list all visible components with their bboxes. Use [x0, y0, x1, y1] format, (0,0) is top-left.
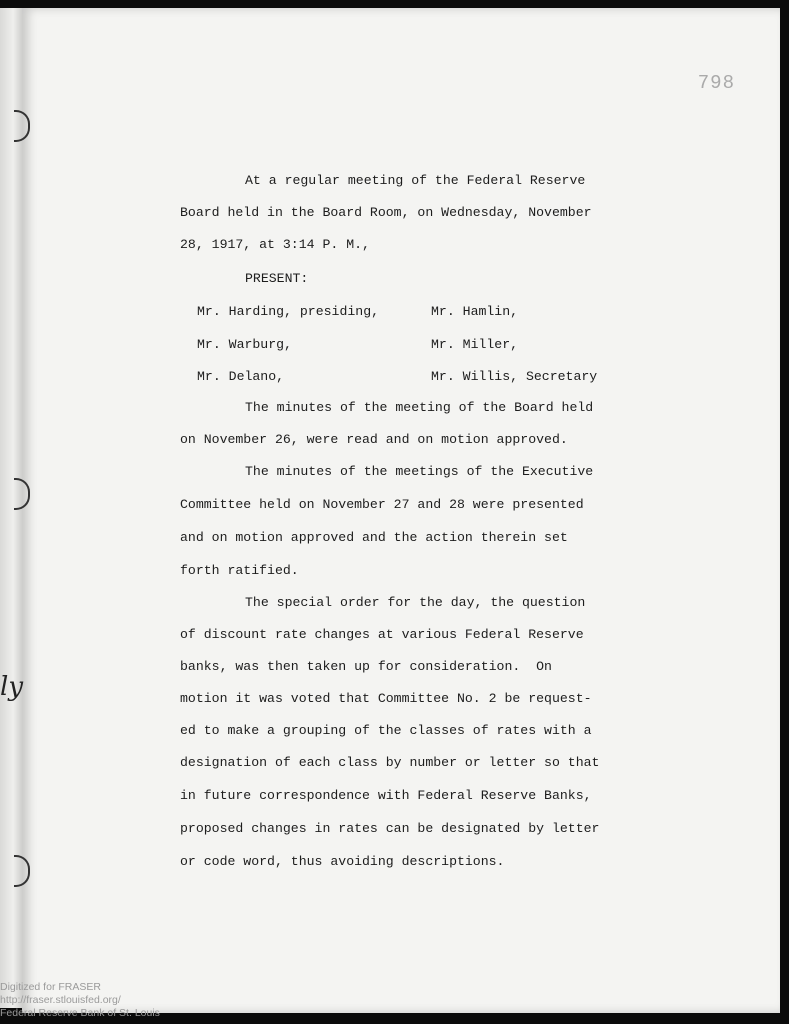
fraser-watermark [0, 981, 160, 1020]
paragraph-4-line: in future correspondence with Federal Reserve Banks, [180, 788, 592, 803]
paragraph-1-line: At a regular meeting of the Federal Reserve [245, 173, 586, 188]
paragraph-3-line: The minutes of the meetings of the Executive [245, 464, 594, 479]
paragraph-3-line: forth ratified. [180, 563, 299, 578]
paragraph-1-line: Board held in the Board Room, on Wednesday, November [180, 205, 592, 220]
attendee-right: Mr. Hamlin, [431, 304, 519, 319]
watermark-line: http://fraser.stlouisfed.org/ [0, 994, 121, 1006]
paragraph-3-line: Committee held on November 27 and 28 were presented [180, 497, 584, 512]
attendee-right: Mr. Miller, [431, 337, 519, 352]
margin-annotation: ly [0, 672, 24, 702]
attendee-left: Mr. Harding, presiding, [197, 304, 380, 319]
paragraph-2-line: The minutes of the meeting of the Board held [245, 400, 594, 415]
paragraph-4-line: or code word, thus avoiding descriptions. [180, 854, 505, 869]
paragraph-4-line: designation of each class by number or letter so that [180, 755, 600, 770]
attendee-right: Mr. Willis, Secretary [431, 369, 598, 384]
paragraph-4-line: banks, was then taken up for consideration. On [180, 659, 552, 674]
paragraph-4-line: ed to make a grouping of the classes of rates with a [180, 723, 592, 738]
attendee-left: Mr. Delano, [197, 369, 285, 384]
paragraph-1-line: 28, 1917, at 3:14 P. M., [180, 237, 370, 252]
paragraph-4-line: proposed changes in rates can be designated by letter [180, 821, 600, 836]
watermark-line: Digitized for FRASER [0, 981, 101, 993]
paragraph-4-line: motion it was voted that Committee No. 2 be request- [180, 691, 592, 706]
page-number: 798 [697, 72, 735, 94]
paragraph-3-line: and on motion approved and the action therein set [180, 530, 568, 545]
paragraph-2-line: on November 26, were read and on motion approved. [180, 432, 568, 447]
watermark-line: Federal Reserve Bank of St. Louis [0, 1007, 160, 1019]
attendee-left: Mr. Warburg, [197, 337, 292, 352]
paragraph-4-line: of discount rate changes at various Federal Reserve [180, 627, 584, 642]
present-heading: PRESENT: [245, 271, 309, 286]
paragraph-4-line: The special order for the day, the question [245, 595, 586, 610]
